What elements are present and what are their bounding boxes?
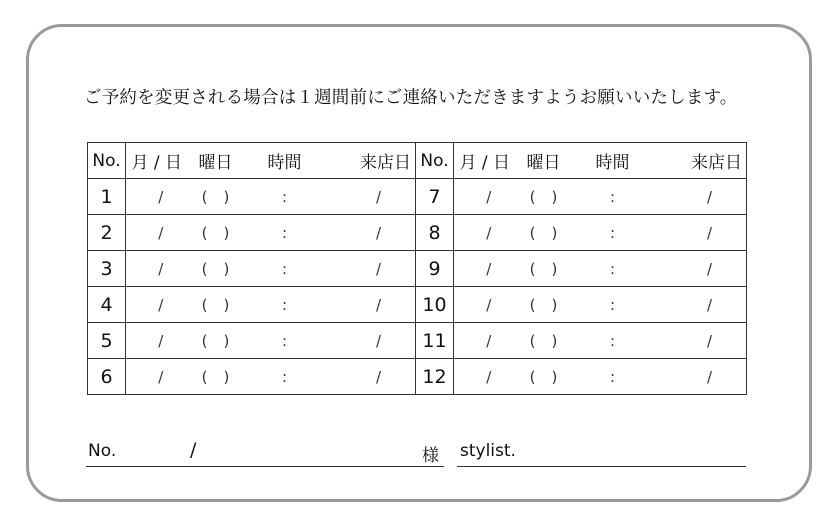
visit-cell-left[interactable] bbox=[326, 251, 416, 287]
weekday-cell-left[interactable] bbox=[188, 359, 244, 395]
visit-separator: / bbox=[375, 331, 381, 350]
header-weekday-left: 曜日 bbox=[188, 143, 244, 179]
visit-cell-right[interactable] bbox=[654, 359, 747, 395]
row-number-right: 9 bbox=[416, 251, 454, 287]
table-row bbox=[88, 251, 747, 287]
paren-open: ( bbox=[201, 367, 208, 386]
visit-cell-left[interactable] bbox=[326, 179, 416, 215]
date-cell-left[interactable] bbox=[126, 215, 188, 251]
date-cell-left[interactable] bbox=[126, 323, 188, 359]
paren-open: ( bbox=[201, 187, 208, 206]
visit-separator: / bbox=[706, 295, 712, 314]
header-weekday-right: 曜日 bbox=[516, 143, 572, 179]
visit-cell-right[interactable] bbox=[654, 323, 747, 359]
weekday-cell-right[interactable] bbox=[516, 359, 572, 395]
row-number-right: 10 bbox=[416, 287, 454, 323]
date-cell-right[interactable] bbox=[454, 359, 516, 395]
time-separator: : bbox=[609, 331, 616, 350]
visit-separator: / bbox=[706, 187, 712, 206]
row-number-left: 2 bbox=[88, 215, 126, 251]
date-separator: / bbox=[158, 187, 164, 206]
paren-open: ( bbox=[201, 223, 208, 242]
visit-separator: / bbox=[375, 259, 381, 278]
paren-open: ( bbox=[201, 259, 208, 278]
weekday-cell-left[interactable] bbox=[188, 251, 244, 287]
paren-close: ) bbox=[551, 187, 558, 206]
paren-close: ) bbox=[551, 295, 558, 314]
paren-open: ( bbox=[529, 187, 536, 206]
time-cell-right[interactable] bbox=[572, 323, 654, 359]
header-no-right: No. bbox=[416, 143, 454, 179]
date-separator: / bbox=[486, 367, 492, 386]
time-separator: : bbox=[281, 223, 288, 242]
paren-close: ) bbox=[223, 331, 230, 350]
header-time-right: 時間 bbox=[572, 143, 654, 179]
visit-separator: / bbox=[375, 367, 381, 386]
footer-stylist-label: stylist. bbox=[460, 441, 516, 461]
paren-close: ) bbox=[223, 259, 230, 278]
visit-separator: / bbox=[706, 223, 712, 242]
header-date-right: 月 / 日 bbox=[454, 143, 516, 179]
date-separator: / bbox=[486, 331, 492, 350]
paren-close: ) bbox=[223, 223, 230, 242]
visit-separator: / bbox=[375, 187, 381, 206]
time-separator: : bbox=[281, 187, 288, 206]
footer-sama: 様 bbox=[422, 446, 439, 466]
visit-cell-left[interactable] bbox=[326, 287, 416, 323]
change-notice: ご予約を変更される場合は１週間前にご連絡いただきますようお願いいたします。 bbox=[84, 88, 738, 108]
time-cell-left[interactable] bbox=[244, 323, 326, 359]
date-cell-right[interactable] bbox=[454, 323, 516, 359]
row-number-left: 1 bbox=[88, 179, 126, 215]
paren-close: ) bbox=[551, 259, 558, 278]
paren-close: ) bbox=[551, 223, 558, 242]
header-row bbox=[88, 143, 747, 179]
date-separator: / bbox=[158, 295, 164, 314]
visit-cell-right[interactable] bbox=[654, 287, 747, 323]
time-separator: : bbox=[609, 223, 616, 242]
time-cell-right[interactable] bbox=[572, 359, 654, 395]
weekday-cell-right[interactable] bbox=[516, 251, 572, 287]
weekday-cell-right[interactable] bbox=[516, 287, 572, 323]
date-cell-left[interactable] bbox=[126, 179, 188, 215]
date-cell-left[interactable] bbox=[126, 287, 188, 323]
weekday-cell-right[interactable] bbox=[516, 179, 572, 215]
visit-cell-right[interactable] bbox=[654, 215, 747, 251]
paren-close: ) bbox=[223, 367, 230, 386]
date-separator: / bbox=[158, 259, 164, 278]
visit-cell-left[interactable] bbox=[326, 359, 416, 395]
time-cell-right[interactable] bbox=[572, 251, 654, 287]
time-cell-left[interactable] bbox=[244, 215, 326, 251]
date-cell-right[interactable] bbox=[454, 287, 516, 323]
footer-slash: / bbox=[190, 439, 197, 461]
table-row bbox=[88, 323, 747, 359]
time-separator: : bbox=[609, 187, 616, 206]
row-number-right: 7 bbox=[416, 179, 454, 215]
paren-close: ) bbox=[551, 367, 558, 386]
row-number-left: 5 bbox=[88, 323, 126, 359]
date-cell-right[interactable] bbox=[454, 179, 516, 215]
date-cell-left[interactable] bbox=[126, 251, 188, 287]
header-visit-right: 来店日 bbox=[654, 143, 747, 179]
header-no-left: No. bbox=[88, 143, 126, 179]
time-cell-left[interactable] bbox=[244, 287, 326, 323]
row-number-left: 4 bbox=[88, 287, 126, 323]
header-time-left: 時間 bbox=[244, 143, 326, 179]
date-separator: / bbox=[158, 331, 164, 350]
header-visit-left: 来店日 bbox=[326, 143, 416, 179]
visit-cell-right[interactable] bbox=[654, 251, 747, 287]
visit-separator: / bbox=[706, 367, 712, 386]
time-cell-left[interactable] bbox=[244, 251, 326, 287]
row-number-right: 11 bbox=[416, 323, 454, 359]
table-row bbox=[88, 215, 747, 251]
row-number-left: 3 bbox=[88, 251, 126, 287]
time-separator: : bbox=[281, 331, 288, 350]
paren-close: ) bbox=[223, 187, 230, 206]
visit-separator: / bbox=[706, 331, 712, 350]
date-cell-right[interactable] bbox=[454, 251, 516, 287]
weekday-cell-right[interactable] bbox=[516, 323, 572, 359]
footer-no-label: No. bbox=[88, 441, 117, 461]
date-separator: / bbox=[486, 223, 492, 242]
time-cell-left[interactable] bbox=[244, 359, 326, 395]
customer-number-line bbox=[86, 466, 444, 467]
row-number-right: 8 bbox=[416, 215, 454, 251]
paren-open: ( bbox=[529, 367, 536, 386]
time-separator: : bbox=[281, 295, 288, 314]
weekday-cell-left[interactable] bbox=[188, 287, 244, 323]
weekday-cell-left[interactable] bbox=[188, 323, 244, 359]
time-cell-right[interactable] bbox=[572, 287, 654, 323]
paren-open: ( bbox=[529, 331, 536, 350]
time-separator: : bbox=[281, 259, 288, 278]
time-cell-left[interactable] bbox=[244, 179, 326, 215]
paren-open: ( bbox=[529, 259, 536, 278]
paren-open: ( bbox=[201, 295, 208, 314]
date-separator: / bbox=[158, 223, 164, 242]
date-separator: / bbox=[486, 187, 492, 206]
visit-cell-left[interactable] bbox=[326, 215, 416, 251]
date-cell-right[interactable] bbox=[454, 215, 516, 251]
date-separator: / bbox=[158, 367, 164, 386]
weekday-cell-left[interactable] bbox=[188, 179, 244, 215]
date-cell-left[interactable] bbox=[126, 359, 188, 395]
time-cell-right[interactable] bbox=[572, 179, 654, 215]
visit-separator: / bbox=[375, 295, 381, 314]
visit-cell-right[interactable] bbox=[654, 179, 747, 215]
stylist-line bbox=[457, 466, 746, 467]
weekday-cell-right[interactable] bbox=[516, 215, 572, 251]
time-cell-right[interactable] bbox=[572, 215, 654, 251]
time-separator: : bbox=[609, 295, 616, 314]
date-separator: / bbox=[486, 259, 492, 278]
header-date-left: 月 / 日 bbox=[126, 143, 188, 179]
weekday-cell-left[interactable] bbox=[188, 215, 244, 251]
row-number-left: 6 bbox=[88, 359, 126, 395]
schedule-table bbox=[87, 142, 747, 395]
paren-close: ) bbox=[551, 331, 558, 350]
time-separator: : bbox=[281, 367, 288, 386]
paren-close: ) bbox=[223, 295, 230, 314]
table-row bbox=[88, 179, 747, 215]
visit-separator: / bbox=[375, 223, 381, 242]
row-number-right: 12 bbox=[416, 359, 454, 395]
time-separator: : bbox=[609, 259, 616, 278]
paren-open: ( bbox=[529, 295, 536, 314]
table-row bbox=[88, 287, 747, 323]
paren-open: ( bbox=[201, 331, 208, 350]
table-row bbox=[88, 359, 747, 395]
paren-open: ( bbox=[529, 223, 536, 242]
date-separator: / bbox=[486, 295, 492, 314]
visit-cell-left[interactable] bbox=[326, 323, 416, 359]
visit-separator: / bbox=[706, 259, 712, 278]
time-separator: : bbox=[609, 367, 616, 386]
